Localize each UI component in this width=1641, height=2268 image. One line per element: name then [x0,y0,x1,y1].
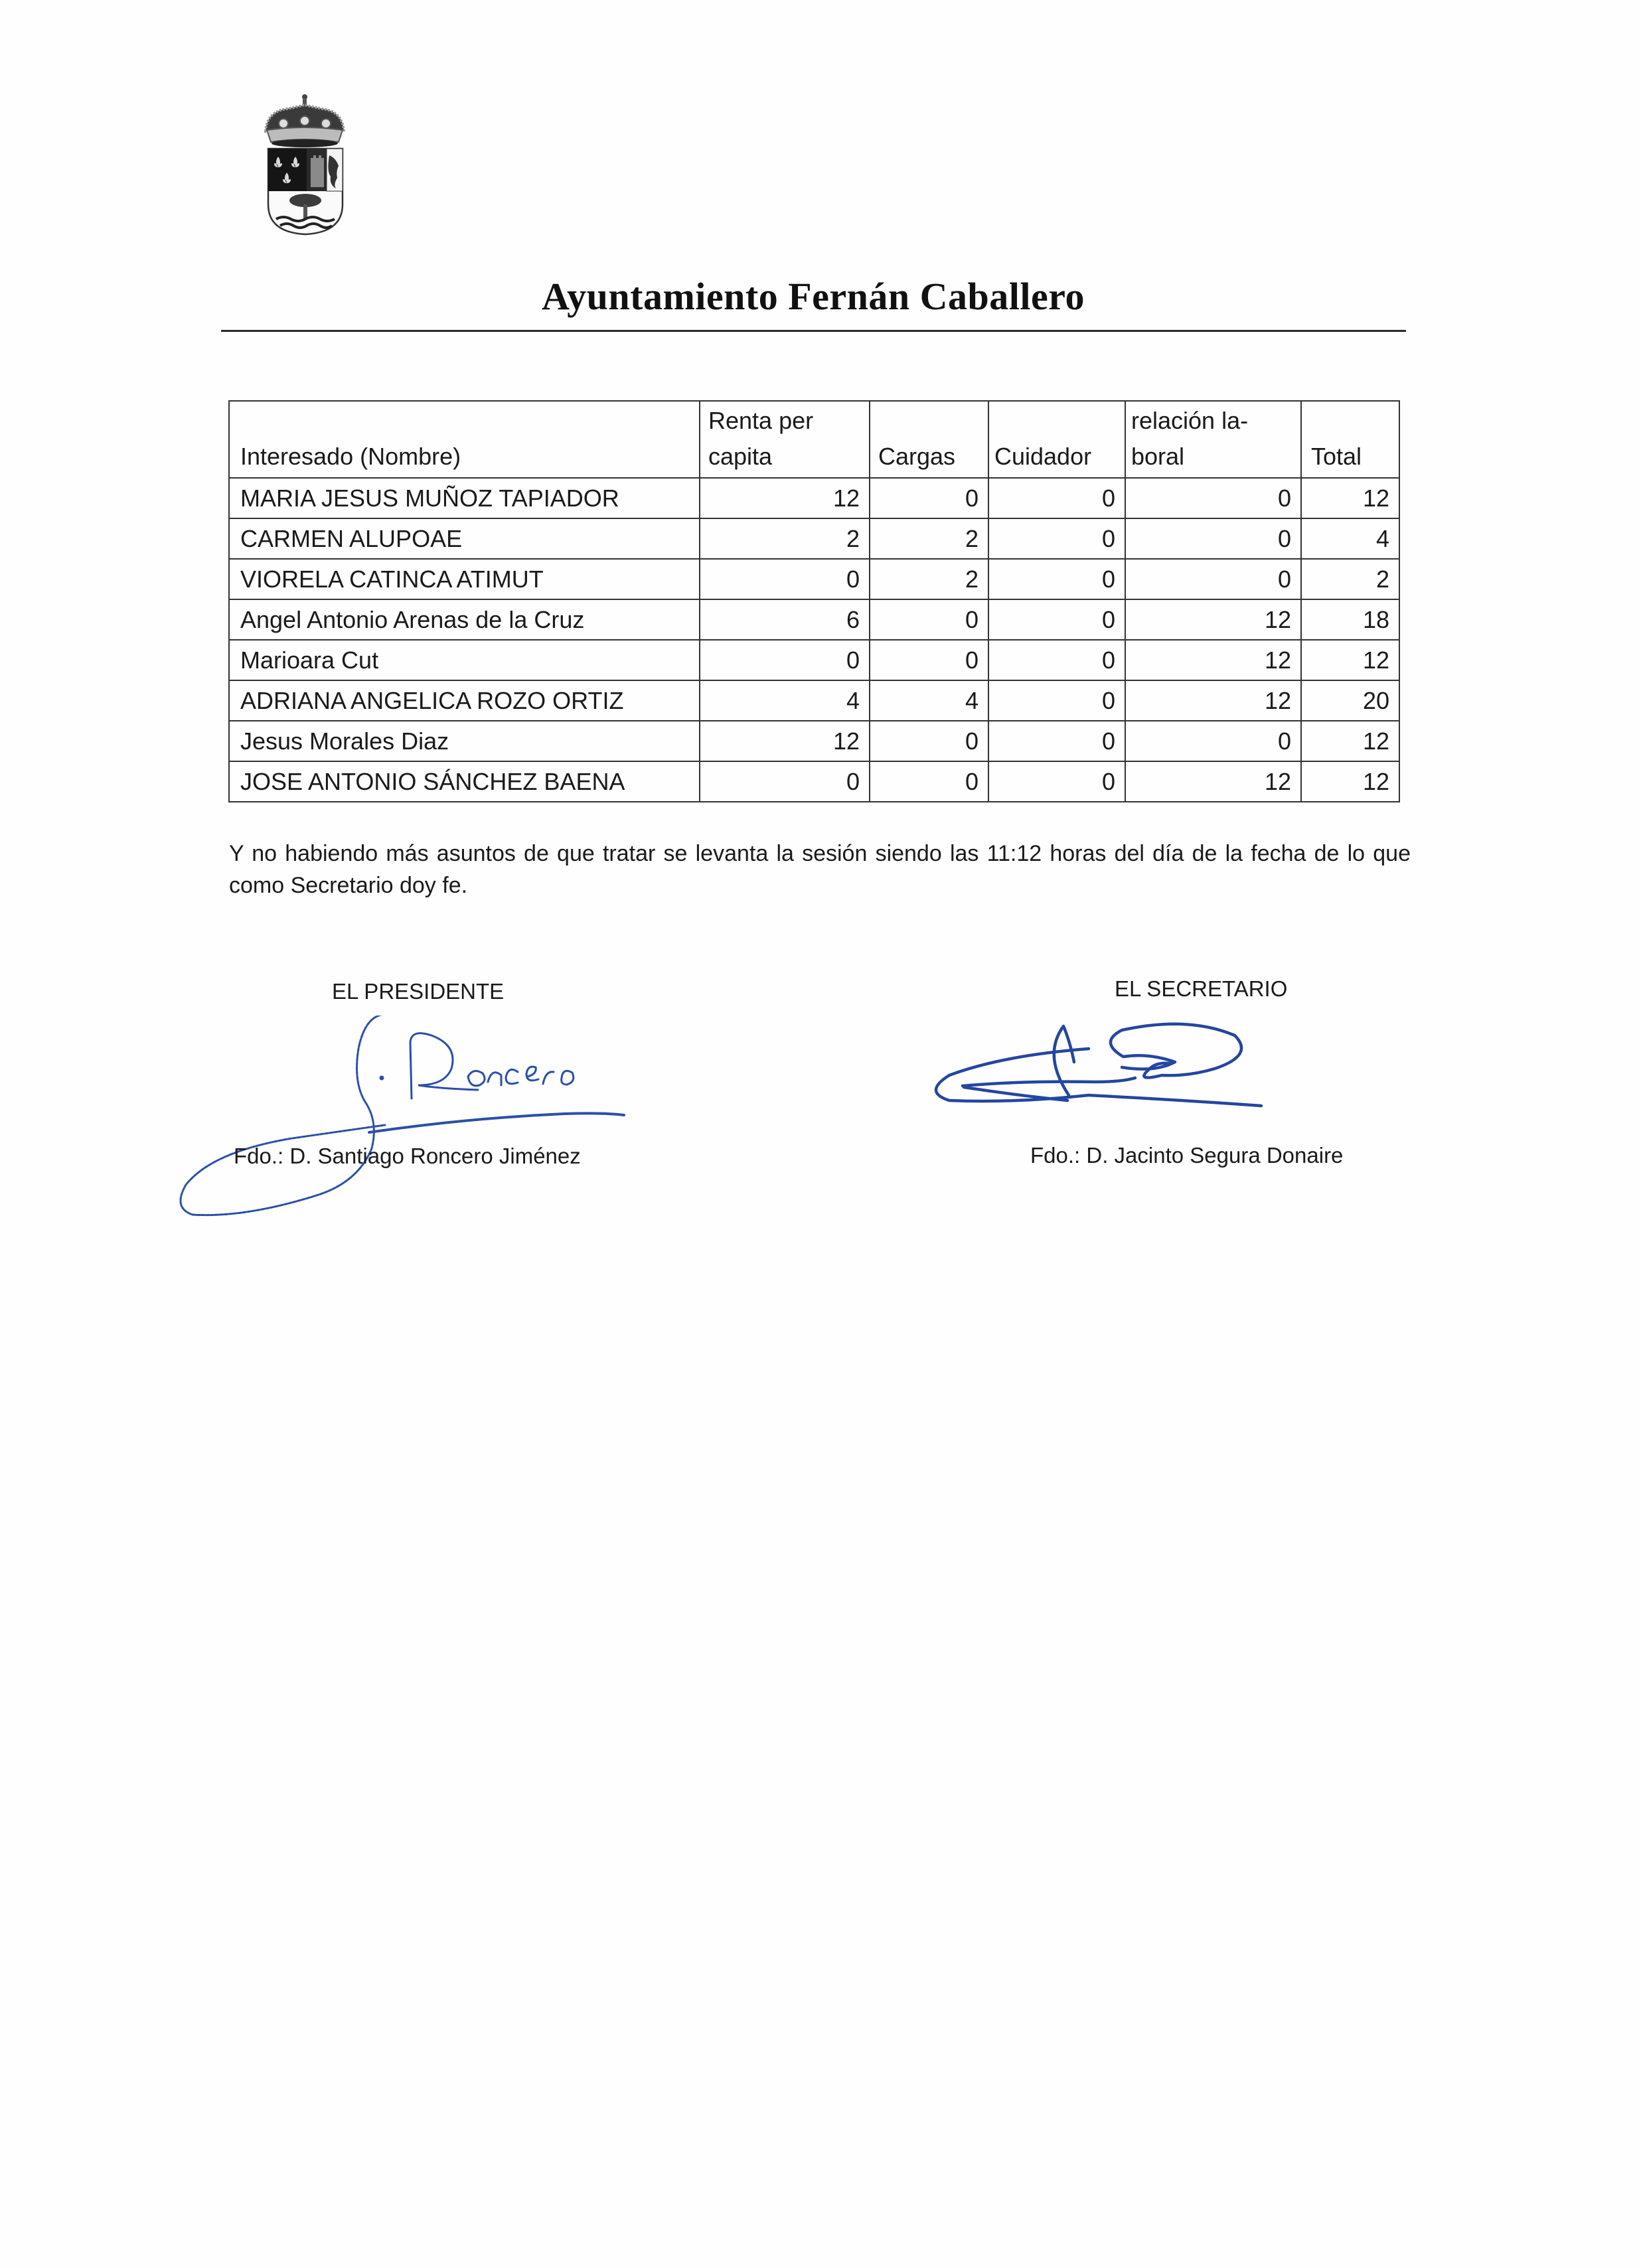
cell-renta: 2 [700,518,870,559]
cell-total: 20 [1301,680,1399,721]
secretary-signature-icon [923,1016,1275,1128]
table-row [229,680,1399,721]
cell-relacion: 12 [1125,761,1301,802]
cell-name: Angel Antonio Arenas de la Cruz [229,599,700,640]
cell-cuidador: 0 [988,559,1125,599]
cell-name: VIORELA CATINCA ATIMUT [229,559,700,599]
cell-name: ADRIANA ANGELICA ROZO ORTIZ [229,680,700,721]
cell-name: JOSE ANTONIO SÁNCHEZ BAENA [229,761,700,802]
table-row [229,518,1399,559]
closing-paragraph: Y no habiendo más asuntos de que tratar se levanta la sesión siendo las 11:12 horas del día de la fecha de lo que como Secretario doy fe. [229,841,1411,898]
cell-relacion: 12 [1125,680,1301,721]
cell-renta: 0 [700,640,870,680]
table-row [229,559,1399,599]
cell-cuidador: 0 [988,518,1125,559]
cell-relacion: 0 [1125,721,1301,761]
cell-cuidador: 0 [988,761,1125,802]
cell-relacion: 0 [1125,559,1301,599]
secretary-signed-by: Fdo.: D. Jacinto Segura Donaire [1030,1143,1344,1168]
cell-cargas: 0 [870,761,988,802]
shield-icon [268,149,343,234]
table-row [229,599,1399,640]
column-header-relacion-laboral [1125,401,1301,478]
cell-renta: 12 [700,721,870,761]
organization-title: Ayuntamiento Fernán Caballero [542,275,1085,318]
crown-icon [266,94,344,147]
column-header-cuidador [988,401,1125,478]
cell-total: 12 [1301,640,1399,680]
cell-total: 2 [1301,559,1399,599]
cell-renta: 0 [700,559,870,599]
cell-total: 12 [1301,761,1399,802]
cell-cargas: 0 [870,640,988,680]
cell-name: Jesus Morales Diaz [229,721,700,761]
cell-cuidador: 0 [988,478,1125,518]
header-text: Cuidador [994,443,1092,470]
president-signature-icon [166,1016,644,1241]
cell-name: Marioara Cut [229,640,700,680]
scoring-table [228,400,1400,802]
cell-cuidador: 0 [988,640,1125,680]
header-divider [221,330,1406,332]
cell-renta: 0 [700,761,870,802]
header-text: Total [1311,443,1362,470]
table-row [229,478,1399,518]
header-text-line2: capita [708,443,773,470]
table-row [229,721,1399,761]
cell-cuidador: 0 [988,680,1125,721]
cell-relacion: 0 [1125,518,1301,559]
cell-relacion: 0 [1125,478,1301,518]
cell-total: 18 [1301,599,1399,640]
cell-total: 12 [1301,721,1399,761]
cell-relacion: 12 [1125,599,1301,640]
cell-total: 4 [1301,518,1399,559]
cell-cargas: 0 [870,599,988,640]
header-text-line1: Renta per [708,407,814,434]
cell-renta: 4 [700,680,870,721]
secretary-role-label: EL SECRETARIO [1115,976,1288,1001]
table-header-row [229,401,1399,478]
table-row [229,761,1399,802]
header-text: Cargas [878,443,956,470]
cell-renta: 12 [700,478,870,518]
header-text-line2: boral [1131,443,1185,470]
cell-relacion: 12 [1125,640,1301,680]
president-role-label: EL PRESIDENTE [332,979,505,1004]
cell-cuidador: 0 [988,599,1125,640]
table-row [229,640,1399,680]
column-header-renta [700,401,870,478]
president-signed-by: Fdo.: D. Santiago Roncero Jiménez [234,1144,581,1168]
column-header-cargas [870,401,988,478]
cell-cargas: 0 [870,721,988,761]
cell-cargas: 4 [870,680,988,721]
header-text-line1: relación la- [1131,407,1249,434]
header-text: Interesado (Nombre) [240,443,461,470]
cell-total: 12 [1301,478,1399,518]
cell-cargas: 2 [870,559,988,599]
column-header-total [1301,401,1399,478]
cell-renta: 6 [700,599,870,640]
cell-cargas: 0 [870,478,988,518]
coat-of-arms-icon [260,92,349,238]
cell-name: MARIA JESUS MUÑOZ TAPIADOR [229,478,700,518]
cell-cargas: 2 [870,518,988,559]
column-header-nombre [229,401,700,478]
cell-cuidador: 0 [988,721,1125,761]
cell-name: CARMEN ALUPOAE [229,518,700,559]
